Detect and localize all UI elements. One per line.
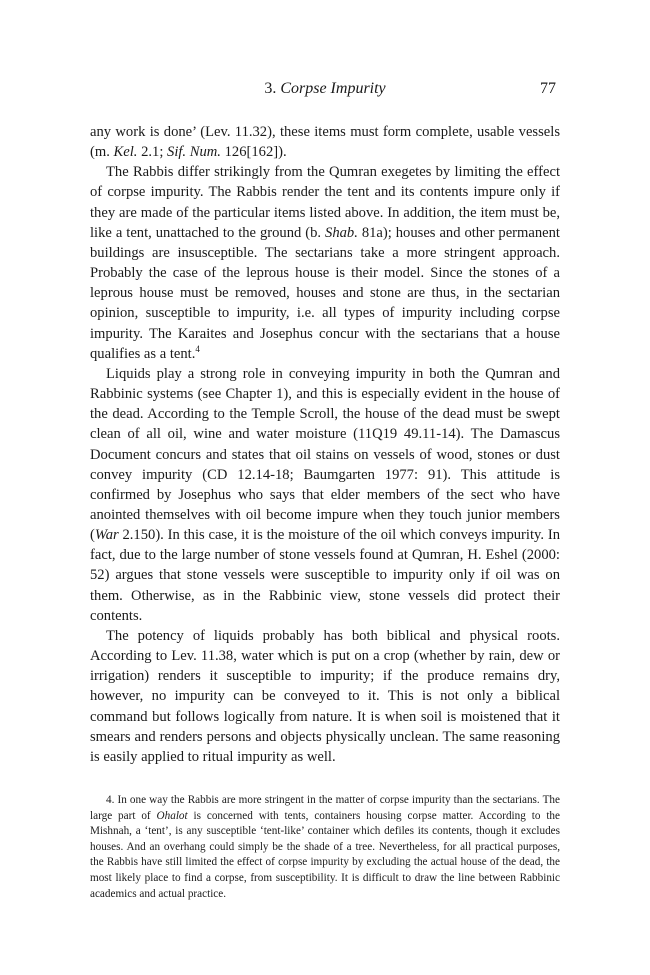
running-head <box>90 80 560 102</box>
footnote-marker-4: 4 <box>195 343 200 354</box>
chapter-title: Corpse Impurity <box>280 80 386 97</box>
paragraph-4: The potency of liquids probably has both biblical and physical roots. According to Lev. 11.38, water which is put on a crop (whether by rain, dew or irrigation) renders it susceptible to impurity; if the produce remains dry, however, no impurity can be conveyed to it. This is not only a biblical command but follows logically from nature. It is when soil is moistened that it smears and renders persons and objects physically unclean. The same reasoning is easily applied to ritual impurity as well. <box>90 627 560 765</box>
running-title <box>90 80 560 98</box>
page-number: 77 <box>540 80 556 97</box>
paragraph-2: The Rabbis differ strikingly from the Qumran exegetes by limiting the effect of corpse impurity. The Rabbis render the tent and its contents impure only if they are made of the particular items listed above. In addition, the item must be, like a tent, unattached to the ground (b. Shab. 81a); houses and other permanent buildings are insusceptible. The sectarians take a more stringent approach. Probably the case of the leprous house is their model. Since the stones of a leprous house must be removed, houses and stone are thus, in the sectarian opinion, susceptible to impurity, i.e. all types of impurity including corpse impurity. The Karaites and Josephus concur with the sectarians that a house qualifies as a tent.$^4$ <box>90 164 560 362</box>
paragraph-1: any work is done’ (Lev. 11.32), these items must form complete, usable vessels (m. Kel. 2.1; Sif. Num. 126[162]). <box>90 124 560 161</box>
body-text <box>90 122 560 767</box>
paragraph-3: Liquids play a strong role in conveying impurity in both the Qumran and Rabbinic systems (see Chapter 1), and this is especially evident in the house of the dead. According to the Temple Scroll, the house of the dead must be swept clean of all oil, wine and water moisture (11Q19 49.11-14). The Damascus Document concurs and states that oil stains on vessels of wood, stones or dust convey impurity (CD 12.14-18; Baumgarten 1977: 91). This attitude is confirmed by Josephus who says that elder members of the sect who have anointed themselves with oil become impure when they touch junior members (War 2.150). In this case, it is the moisture of the oil which conveys impurity. In fact, due to the large number of stone vessels found at Qumran, H. Eshel (2000: 52) argues that stone vessels were susceptible to impurity only if oil was on them. Otherwise, as in the Rabbinic view, stone vessels did protect their contents. <box>90 365 560 624</box>
chapter-number: 3. <box>264 80 277 97</box>
footnote-4: 4. In one way the Rabbis are more stringent in the matter of corpse impurity than the sectarians. The large part of Ohalot is concerned with tents, containers housing corpse matter. According to the Mishnah, a ‘tent’, is any susceptible ‘tent-like’ container which defiles its contents, though it excludes houses. And an overhang could simply be the shade of a tree. Nevertheless, for all practical purposes, the Rabbis have still limited the effect of corpse impurity by excluding the actual house of the dead, the most likely place to find a corpse, from susceptibility. It is difficult to draw the line between Rabbinic academics and actual practice. <box>90 794 560 900</box>
footnotes <box>90 793 560 902</box>
